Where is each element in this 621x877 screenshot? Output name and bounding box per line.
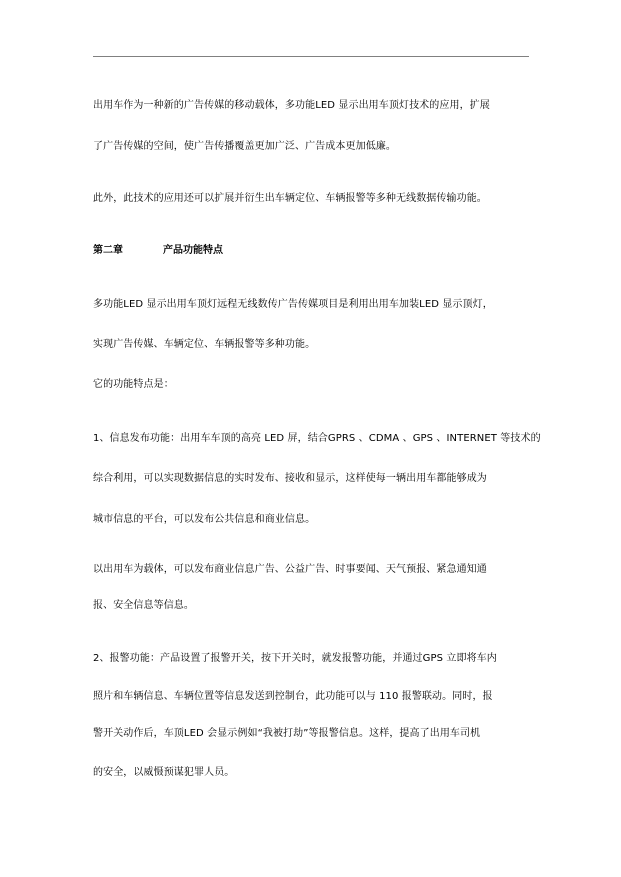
- header-rule: [93, 56, 529, 57]
- body-line: 警开关动作后，车顶LED 会显示例如“我被打劫”等报警信息。这样，提高了出用车司机: [93, 728, 481, 739]
- body-line: 此外，此技术的应用还可以扩展并衍生出车辆定位、车辆报警等多种无线数据传输功能。: [93, 193, 487, 204]
- body-line: 照片和车辆信息、车辆位置等信息发送到控制台，此功能可以与 110 报警联动。同时，报: [93, 691, 493, 702]
- chapter-title: 产品功能特点: [163, 245, 223, 256]
- body-line: 以出用车为载体，可以发布商业信息广告、公益广告、时事要闻、天气预报、紧急通知通: [93, 564, 487, 575]
- body-line: 1、信息发布功能：出用车车顶的高亮 LED 屏，结合GPRS 、CDMA 、GPS 、INTERNET 等技术的: [93, 433, 541, 444]
- body-line: 了广告传媒的空间，使广告传播覆盖更加广泛、广告成本更加低廉。: [93, 141, 396, 152]
- body-line: 城市信息的平台，可以发布公共信息和商业信息。: [93, 514, 316, 525]
- body-line: 综合利用，可以实现数据信息的实时发布、接收和显示，这样使每一辆出用车都能够成为: [93, 473, 487, 484]
- body-line: 它的功能特点是：: [93, 379, 174, 390]
- body-line: 多功能LED 显示出用车顶灯远程无线数传广告传媒项目是利用出用车加装LED 显示顶灯，: [93, 299, 493, 310]
- chapter-number: 第二章: [93, 245, 123, 256]
- body-line: 出用车作为一种新的广告传媒的移动载体，多功能LED 显示出用车顶灯技术的应用，扩展: [93, 100, 490, 111]
- body-line: 实现广告传媒、车辆定位、车辆报警等多种功能。: [93, 339, 316, 350]
- body-line: 报、安全信息等信息。: [93, 600, 194, 611]
- body-line: 的安全，以威慑预谋犯罪人员。: [93, 767, 235, 778]
- body-line: 2、报警功能：产品设置了报警开关，按下开关时，就发报警功能，并通过GPS 立即将车内: [93, 653, 497, 664]
- chapter-heading: [93, 244, 223, 258]
